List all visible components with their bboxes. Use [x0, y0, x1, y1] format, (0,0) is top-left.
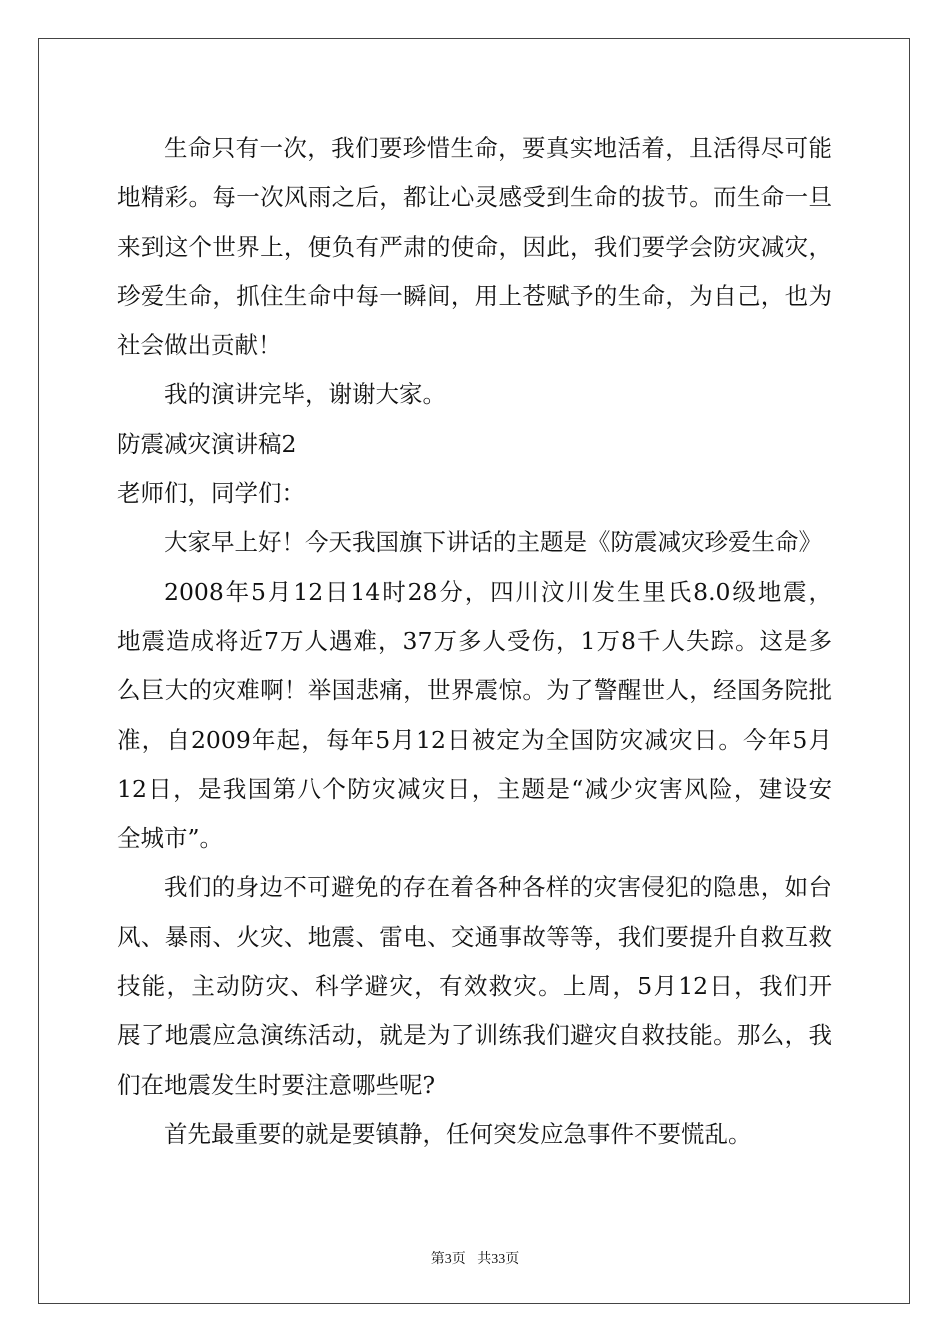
text-line: 防震减灾演讲稿2 [117, 429, 297, 458]
text-line: 社会做出贡献！ [117, 331, 282, 360]
paragraph [117, 124, 832, 370]
paragraph [117, 469, 832, 518]
paragraph [117, 568, 832, 864]
text-line: 们在地震发生时要注意哪些呢? [117, 1070, 436, 1099]
text-line: 我们的身边不可避免的存在着各种各样的灾害侵犯的隐患，如台 [164, 873, 832, 902]
text-line: 来到这个世界上，便负有严肃的使命，因此，我们要学会防灾减灾， [117, 232, 832, 261]
page-footer [0, 1248, 950, 1268]
text-line: 大家早上好！今天我国旗下讲话的主题是《防震减灾珍爱生命》 [164, 528, 822, 557]
text-line: 么巨大的灾难啊！举国悲痛，世界震惊。为了警醒世人，经国务院批 [117, 676, 832, 705]
paragraph [117, 863, 832, 1109]
paragraph [117, 420, 832, 469]
text-line: 首先最重要的就是要镇静，任何突发应急事件不要慌乱。 [164, 1119, 752, 1148]
document-body [117, 124, 832, 1159]
text-line: 准，自2009年起，每年5月12日被定为全国防灾减灾日。今年5月 [117, 725, 832, 754]
text-line: 珍爱生命，抓住生命中每一瞬间，用上苍赋予的生命，为自己，也为 [117, 281, 832, 310]
text-line: 风、暴雨、火灾、地震、雷电、交通事故等等，我们要提升自救互救 [117, 922, 832, 951]
text-line: 12日，是我国第八个防灾减灾日，主题是“减少灾害风险，建设安 [117, 774, 832, 803]
text-line: 技能，主动防灾、科学避灾，有效救灾。上周，5月12日，我们开 [117, 972, 832, 1001]
text-line: 老师们，同学们： [117, 479, 305, 508]
text-line: 生命只有一次，我们要珍惜生命，要真实地活着，且活得尽可能 [164, 134, 832, 162]
text-line: 地震造成将近7万人遇难，37万多人受伤，1万8千人失踪。这是多 [117, 626, 832, 655]
page-number: 第3页 [430, 1252, 466, 1267]
text-line: 展了地震应急演练活动，就是为了训练我们避灾自救技能。那么，我 [117, 1021, 832, 1050]
text-line: 我的演讲完毕，谢谢大家。 [164, 380, 446, 409]
text-line: 地精彩。每一次风雨之后，都让心灵感受到生命的拔节。而生命一旦 [117, 183, 832, 212]
text-line: 全城市”。 [117, 824, 224, 853]
paragraph [117, 518, 832, 567]
page-total: 共33页 [477, 1252, 520, 1267]
text-line: 2008年5月12日14时28分，四川汶川发生里氏8.0级地震， [164, 577, 832, 606]
paragraph [117, 370, 832, 419]
paragraph [117, 1110, 832, 1159]
